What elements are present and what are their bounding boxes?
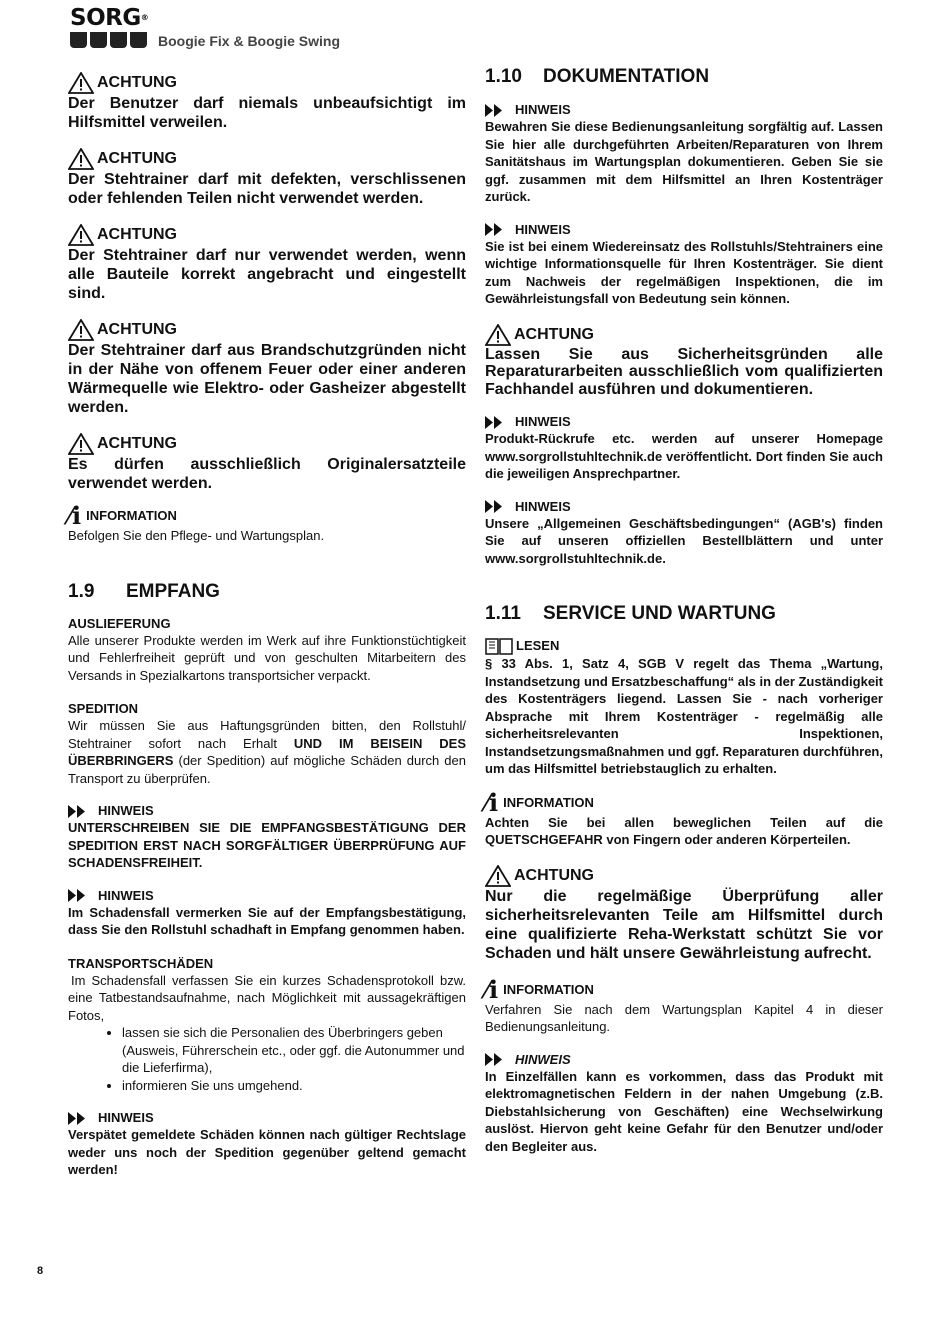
spedition-block [68,700,466,787]
wrench-info-icon: ⁄i [485,974,499,1004]
note-heading [485,499,883,515]
paragraph: Wir müssen Sie aus Haftungsgründen bitten, den Rollstuhl/ Stehtrainer sofort nach Erhalt UND IM BEISEIN DES ÜBERBRINGERS (der Spedition) auf mögliche Schäden durch den Transport zu überprüfen. [68,718,466,786]
warning-block [68,72,466,132]
warning-heading [68,319,466,341]
note-heading [485,1052,883,1068]
information-label: INFORMATION [86,508,177,523]
note-text: Unsere „Allgemeinen Geschäftsbedingungen“ (AGB's) finden Sie auf unseren offiziellen Bestellblättern und unter www.sorgrollstuhltechnik.de. [485,515,883,566]
note-text: In Einzelfällen kann es vorkommen, dass das Produkt mit elektromagnetischen Feldern in der nahen Umgebung (z.B. Diebstahlsicherung von Geschäften) eine Wechselwirkung auslöst. Hiervon geht keine Gefahr für den Benutzer und/oder den Begleiter aus. [485,1068,883,1154]
read-heading [485,637,883,655]
warning-label: ACHTUNG [514,325,594,343]
double-arrow-icon [68,1112,88,1125]
information-text: Verfahren Sie nach dem Wartungsplan Kapitel 4 in dieser Bedienungsanleitung. [485,1001,883,1034]
information-block [485,974,883,1036]
warning-text: Der Stehtrainer darf aus Brandschutzgründen nicht in der Nähe von offenem Feuer oder einer anderen Wärmequelle wie Elektro- oder Gasheizer abgestellt werden. [68,342,466,416]
note-label: HINWEIS [98,887,154,903]
note-text: Im Schadensfall vermerken Sie auf der Empfangsbestätigung, dass Sie den Rollstuhl schadhaft in Empfang genommen haben. [68,904,466,937]
warning-block [485,324,883,399]
information-block [485,787,883,849]
list-item: • lassen sie sich die Personalien des Überbringers geben (Ausweis, Führerschein etc., oder ggf. die Autonummer und die Lieferfirma), [122,1024,466,1077]
right-column [485,66,883,1155]
information-text: Befolgen Sie den Pflege- und Wartungsplan. [68,528,325,543]
paragraph: Alle unserer Produkte werden im Werk auf ihre Funktionstüchtigkeit und Fehlerfreiheit geprüft und von geschulten Mitarbeitern des Versands in Spezialkartons transportsicher verpackt. [68,632,466,683]
warning-text: Es dürfen ausschließlich Originalersatzteile verwendet werden. [68,456,466,492]
warning-label: ACHTUNG [97,74,177,91]
warning-heading [68,433,466,455]
section-heading-empfang [68,581,466,603]
logo-blocks-icon [70,32,147,48]
note-block [485,1052,883,1156]
section-heading-dokumentation [485,66,883,88]
warning-heading [68,148,466,170]
section-number: 1.10 [485,66,522,87]
read-text: § 33 Abs. 1, Satz 4, SGB V regelt das Thema „Wartung, Instandsetzung und Ersatzbeschaffung“ als in der Zuständigkeit des Kostenträgers liegend. Lassen Sie - nach vorheriger Absprache mit Ihrem Kostenträger - regelmäßig alle sicherheitsrelevanten Inspektionen, Instandsetzungsmaßnahmen und ggf. Reparaturen durchführen, um das Hilfsmittel betriebstauglich zu erhalten. [485,656,883,776]
warning-label: ACHTUNG [97,435,177,452]
double-arrow-icon [485,500,505,513]
information-heading [68,501,466,530]
warning-heading [68,72,466,94]
section-number: 1.11 [485,603,521,624]
note-block [485,102,883,206]
double-arrow-icon [68,889,88,902]
note-block [485,499,883,568]
warning-heading [485,865,883,887]
list-item: • informieren Sie uns umgehend. [122,1077,466,1095]
note-text: Produkt-Rückrufe etc. werden auf unserer Homepage www.sorgrollstuhltechnik.de veröffentlicht. Dort finden Sie auch die jeweiligen Ansprechpartner. [485,431,883,481]
book-icon [485,637,513,655]
warning-block [485,865,883,963]
double-arrow-icon [485,223,505,236]
note-text: UNTERSCHREIBEN SIE DIE EMPFANGSBESTÄTIGUNG DER SPEDITION ERST NACH SORGFÄLTIGER ÜBERPRÜFUNG AUF SCHADENSFREIHEIT. [68,820,466,870]
note-text: Verspätet gemeldete Schäden können nach gültiger Rechtslage weder uns noch der Spedition gegenüber geltend gemacht werden! [68,1127,466,1177]
warning-label: ACHTUNG [97,150,177,167]
note-heading [68,803,466,819]
warning-triangle-icon [68,72,94,94]
read-label: LESEN [516,638,560,653]
warning-text: Der Stehtrainer darf mit defekten, verschlissenen oder fehlenden Teilen nicht verwendet werden. [68,171,466,207]
logo-text: SORG [70,5,141,31]
warning-label: ACHTUNG [97,226,177,243]
warning-text: Lassen Sie aus Sicherheitsgründen alle Reparaturarbeiten ausschließlich vom qualifizierten Fachhandel ausführen und dokumentieren. [485,345,883,398]
warning-block [68,319,466,417]
double-arrow-icon [485,1053,505,1066]
note-label: HINWEIS [515,414,571,429]
warning-text: Der Stehtrainer darf nur verwendet werden, wenn alle Bauteile korrekt angebracht und eingestellt sind. [68,247,466,302]
information-label: INFORMATION [503,981,594,997]
note-heading [485,222,883,238]
information-heading [485,974,883,1004]
information-heading [485,787,883,817]
warning-block [68,224,466,303]
note-block [68,888,466,939]
section-title: DOKUMENTATION [543,66,710,87]
warning-triangle-icon [485,865,511,887]
subheading: TRANSPORTSCHÄDEN [68,955,214,971]
paragraph: Im Schadensfall verfassen Sie ein kurzes Schadensprotokoll bzw. eine Tatbestandsaufnahme, nach Möglichkeit mit aussagekräftigen Fotos, [68,972,466,1023]
warning-block [68,433,466,493]
note-label: HINWEIS [515,102,571,117]
double-arrow-icon [485,416,505,429]
note-block [68,1110,466,1179]
logo-registered-mark: ® [140,13,149,22]
double-arrow-icon [485,104,505,117]
sorg-logo [70,6,148,30]
note-block [485,222,883,308]
document-title: Boogie Fix & Boogie Swing [158,33,340,49]
subheading: AUSLIEFERUNG [68,615,171,631]
section-title: SERVICE UND WARTUNG [543,603,776,624]
section-heading-service [485,603,883,625]
page-number: 8 [37,1265,44,1277]
information-block [68,501,466,545]
warning-block [68,148,466,208]
note-block [485,414,883,483]
bullet-list [68,1024,466,1094]
warning-triangle-icon [68,319,94,341]
wrench-info-icon: ⁄i [485,787,499,817]
note-heading [485,414,883,430]
note-heading [485,102,883,118]
note-label: HINWEIS [515,498,571,514]
note-label: HINWEIS [515,221,571,237]
information-text: Achten Sie bei allen beweglichen Teilen auf die QUETSCHGEFAHR von Fingern oder anderen Körperteilen. [485,814,883,847]
transportschaeden-block [68,955,466,1095]
warning-text: Der Benutzer darf niemals unbeaufsichtigt im Hilfsmittel verweilen. [68,95,466,131]
warning-triangle-icon [68,433,94,455]
left-column [68,72,466,1179]
warning-triangle-icon [68,224,94,246]
note-heading [68,1110,466,1126]
section-number: 1.9 [68,580,95,602]
note-heading [68,888,466,904]
page-header [70,6,470,50]
warning-heading [68,224,466,246]
subheading: SPEDITION [68,701,139,716]
note-label: HINWEIS [515,1051,571,1067]
warning-text: Nur die regelmäßige Überprüfung aller sicherheitsrelevanten Teile am Hilfsmittel durch eine qualifizierte Reha-Werkstatt schützt Sie vor Schaden und hält unsere Gewährleistung aufrecht. [485,887,883,962]
warning-triangle-icon [485,324,511,346]
warning-triangle-icon [68,148,94,170]
warning-heading [485,324,883,346]
section-title: EMPFANG [126,580,220,602]
warning-label: ACHTUNG [514,866,594,884]
warning-label: ACHTUNG [97,321,177,338]
wrench-info-icon: ⁄i [68,501,82,530]
note-text: Bewahren Sie diese Bedienungsanleitung sorgfältig auf. Lassen Sie hier alle durchgeführten Arbeiten/Reparaturen von Ihrem Sanitätshaus im Wartungsplan dokumentieren. Geben Sie sie ggf. zusammen mit dem Hilfsmittel an Ihren Kostenträger zurück. [485,119,883,204]
auslieferung-block [68,615,466,685]
read-block [485,637,883,778]
note-label: HINWEIS [98,803,154,818]
information-label: INFORMATION [503,794,594,810]
double-arrow-icon [68,805,88,818]
note-text: Sie ist bei einem Wiedereinsatz des Rollstuhls/Stehtrainers eine wichtige Informationsquelle für Ihren Kostenträger. Sie dient zum Nachweis der regelmäßigen Inspektionen, die im Gewährleistungsfall von Bedeutung sein können. [485,238,883,306]
note-block [68,803,466,872]
note-label: HINWEIS [98,1110,154,1125]
